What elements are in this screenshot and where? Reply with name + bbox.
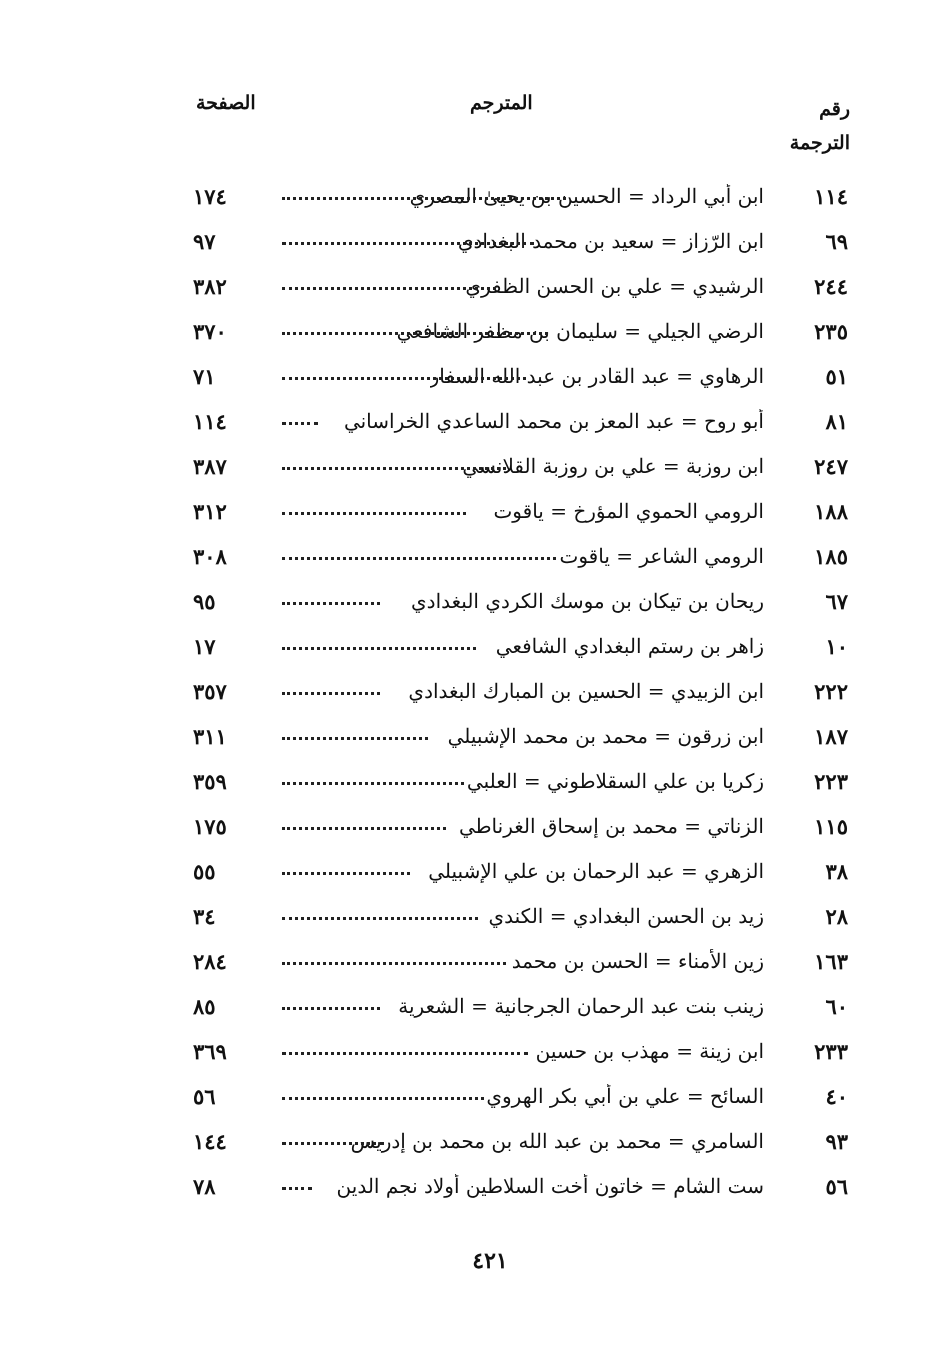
entry-page: ٣٥٩ (193, 769, 227, 794)
entry-page: ٩٧ (193, 229, 216, 254)
list-item (0, 581, 946, 626)
entry-number: ٢٢٢ (814, 679, 848, 704)
entry-number: ١٦٣ (814, 949, 848, 974)
dot-leader (282, 1097, 484, 1100)
dot-leader (282, 197, 566, 200)
list-item (0, 446, 946, 491)
entry-name: الزهري = عبد الرحمان بن علي الإشبيلي (428, 859, 764, 883)
entry-number: ٤٠ (825, 1084, 848, 1109)
entry-page: ٣٥٧ (193, 679, 227, 704)
entry-page: ٣٧٠ (193, 319, 227, 344)
dot-leader (282, 917, 478, 920)
dot-leader (282, 1007, 380, 1010)
entry-number: ٦٠ (825, 994, 848, 1019)
entry-name: زين الأمناء = الحسن بن محمد (511, 949, 764, 973)
list-item (0, 356, 946, 401)
entry-name: أبو روح = عبد المعز بن محمد الساعدي الخراساني (343, 409, 764, 433)
entry-page: ٣١١ (193, 724, 227, 749)
entry-number: ٥١ (825, 364, 848, 389)
entry-page: ٢٨٤ (193, 949, 227, 974)
entry-number: ٣٨ (825, 859, 848, 884)
list-item (0, 851, 946, 896)
entry-page: ٧٨ (193, 1174, 216, 1199)
entry-page: ١٧ (193, 634, 216, 659)
dot-leader (282, 782, 464, 785)
dot-leader (282, 962, 506, 965)
entry-page: ١١٤ (193, 409, 227, 434)
entry-page: ٣٦٩ (193, 1039, 227, 1064)
entry-page: ٨٥ (193, 994, 216, 1019)
entry-number: ٨١ (825, 409, 848, 434)
list-item (0, 1121, 946, 1166)
list-item (0, 986, 946, 1031)
list-item (0, 221, 946, 266)
dot-leader (282, 287, 496, 290)
dot-leader (282, 1187, 312, 1190)
list-item (0, 401, 946, 446)
entry-page: ٥٥ (193, 859, 216, 884)
entry-name: الرهاوي = عبد القادر بن عبد الله السفار (429, 364, 764, 388)
entry-number: ٢٣٥ (814, 319, 848, 344)
list-item (0, 761, 946, 806)
entry-page: ٣٨٢ (193, 274, 227, 299)
dot-leader (282, 467, 506, 470)
entry-page: ٣٠٨ (193, 544, 227, 569)
dot-leader (282, 332, 548, 335)
entry-number: ٢٢٣ (814, 769, 848, 794)
dot-leader (282, 1052, 528, 1055)
dot-leader (282, 827, 446, 830)
dot-leader (282, 872, 410, 875)
entry-name: زكريا بن علي السقلاطوني = العلبي (466, 769, 764, 793)
entry-name: ابن روزبة = علي بن روزبة القلانسي (462, 454, 764, 478)
entry-name: السامري = محمد بن عبد الله بن محمد بن إدريس (350, 1129, 764, 1153)
entry-name: الرومي الشاعر = ياقوت (559, 544, 764, 568)
list-item (0, 176, 946, 221)
entry-page: ٩٥ (193, 589, 216, 614)
entry-number: ٢٣٣ (814, 1039, 848, 1064)
entry-name: الرشيدي = علي بن الحسن الظفري (465, 274, 764, 298)
list-item (0, 671, 946, 716)
list-item (0, 896, 946, 941)
entry-number: ١١٥ (814, 814, 848, 839)
entry-page: ٣٨٧ (193, 454, 227, 479)
page-number: ٤٢١ (472, 1248, 508, 1274)
list-item (0, 1166, 946, 1211)
dot-leader (282, 377, 526, 380)
dot-leader (282, 512, 466, 515)
column-header-entry-number: رقم الترجمة (789, 98, 850, 154)
entry-name: الرضي الجيلي = سليمان بن مظفر الشافعي (396, 319, 764, 343)
entry-page: ١٧٤ (193, 184, 227, 209)
entry-number: ١٨٨ (814, 499, 848, 524)
column-header-page: الصفحة (196, 92, 256, 114)
entry-name: السائح = علي بن أبي بكر الهروي (486, 1084, 764, 1108)
entry-name: ابن أبي الرداد = الحسين بن يحيىٰ المصري (409, 184, 764, 208)
entry-number: ١٨٧ (814, 724, 848, 749)
list-item (0, 536, 946, 581)
entry-number: ٦٩ (825, 229, 848, 254)
entry-page: ٧١ (193, 364, 216, 389)
dot-leader (282, 1142, 384, 1145)
entry-name: زيد بن الحسن البغدادي = الكندي (488, 904, 764, 928)
entry-name: ابن زينة = مهذب بن حسين (535, 1039, 764, 1063)
dot-leader (282, 602, 380, 605)
entry-number: ٢٨ (825, 904, 848, 929)
column-header-name: المترجم (470, 92, 533, 114)
entry-name: زاهر بن رستم البغدادي الشافعي (495, 634, 764, 658)
entry-number: ١٠ (825, 634, 848, 659)
list-item (0, 1076, 946, 1121)
entry-page: ٥٦ (193, 1084, 216, 1109)
entry-page: ٣٤ (193, 904, 216, 929)
list-item (0, 806, 946, 851)
list-item (0, 1031, 946, 1076)
list-item (0, 266, 946, 311)
entry-number: ٦٧ (825, 589, 848, 614)
entry-name: ست الشام = خاتون أخت السلاطين أولاد نجم الدين (336, 1174, 764, 1198)
list-item (0, 311, 946, 356)
entry-name: الرومي الحموي المؤرخ = ياقوت (493, 499, 764, 523)
list-item (0, 491, 946, 536)
entry-name: الزناتي = محمد بن إسحاق الغرناطي (458, 814, 764, 838)
entry-number: ٥٦ (825, 1174, 848, 1199)
list-item (0, 941, 946, 986)
entry-name: ريحان بن تيكان بن موسك الكردي البغدادي (411, 589, 764, 613)
entry-page: ١٧٥ (193, 814, 227, 839)
entry-number: ١٨٥ (814, 544, 848, 569)
entry-page: ١٤٤ (193, 1129, 227, 1154)
entry-name: ابن الزبيدي = الحسين بن المبارك البغدادي (408, 679, 764, 703)
dot-leader (282, 737, 428, 740)
dot-leader (282, 422, 318, 425)
dot-leader (282, 692, 380, 695)
entry-number: ١١٤ (814, 184, 848, 209)
dot-leader (282, 242, 534, 245)
entry-number: ٢٤٤ (814, 274, 848, 299)
entry-page: ٣١٢ (193, 499, 227, 524)
entry-name: ابن الرّزاز = سعيد بن محمد البغدادي (457, 229, 764, 253)
entry-number: ٢٤٧ (814, 454, 848, 479)
dot-leader (282, 647, 476, 650)
list-item (0, 716, 946, 761)
entry-name: زينب بنت عبد الرحمان الجرجانية = الشعرية (398, 994, 764, 1018)
entry-number: ٩٣ (825, 1129, 848, 1154)
list-item (0, 626, 946, 671)
entry-name: ابن زرقون = محمد بن محمد الإشبيلي (447, 724, 764, 748)
dot-leader (282, 557, 556, 560)
